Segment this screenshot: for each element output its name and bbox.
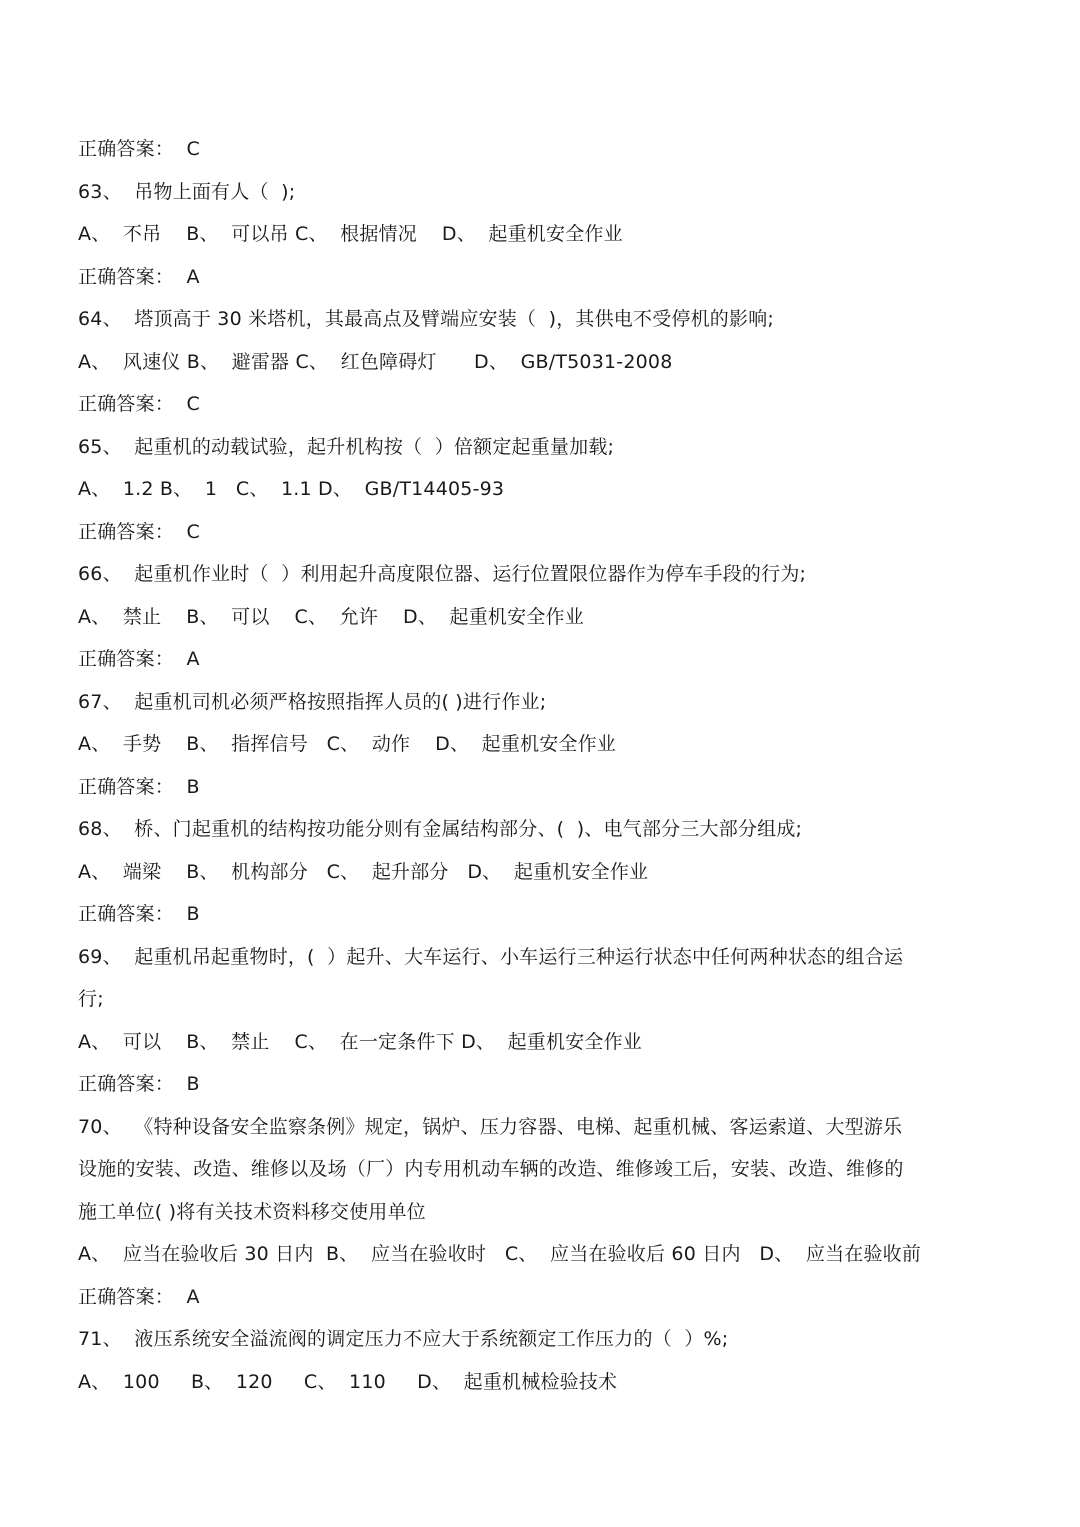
options-70: A、 应当在验收后 30 日内 B、 应当在验收时 C、 应当在验收后 60 日内 D、 应当在验收前 [78, 1243, 922, 1265]
question-67: 67、 起重机司机必须严格按照指挥人员的( )进行作业; [78, 690, 547, 713]
options-64: A、 风速仪 B、 避雷器 C、 红色障碍灯 D、 GB/T5031-2008 [78, 350, 673, 373]
answer-68: 正确答案： B [78, 903, 200, 925]
question-71: 71、 液压系统安全溢流阀的调定压力不应大于系统额定工作压力的（ ）%; [78, 1328, 729, 1350]
answer-66: 正确答案： A [78, 648, 200, 670]
options-71: A、 100 B、 120 C、 110 D、 起重机械检验技术 [78, 1370, 618, 1393]
question-70-cont2: 施工单位( )将有关技术资料移交使用单位 [78, 1200, 426, 1223]
question-66: 66、 起重机作业时（ ）利用起升高度限位器、运行位置限位器作为停车手段的行为; [78, 563, 807, 585]
document-page [78, 128, 1008, 1403]
question-70: 70、 《特种设备安全监察条例》规定，锅炉、压力容器、电梯、起重机械、客运索道、大型游乐 [78, 1115, 903, 1138]
question-65: 65、 起重机的动载试验，起升机构按（ ）倍额定起重量加载; [78, 435, 615, 458]
options-68: A、 端梁 B、 机构部分 C、 起升部分 D、 起重机安全作业 [78, 860, 649, 883]
options-65: A、 1.2 B、 1 C、 1.1 D、 GB/T14405-93 [78, 478, 505, 500]
options-66: A、 禁止 B、 可以 C、 允许 D、 起重机安全作业 [78, 605, 584, 628]
answer-63: 正确答案： A [78, 265, 200, 288]
options-69: A、 可以 B、 禁止 C、 在一定条件下 D、 起重机安全作业 [78, 1030, 643, 1053]
options-67: A、 手势 B、 指挥信号 C、 动作 D、 起重机安全作业 [78, 733, 617, 755]
options-63: A、 不吊 B、 可以吊 C、 根据情况 D、 起重机安全作业 [78, 223, 623, 245]
question-63: 63、 吊物上面有人（ ); [78, 180, 296, 203]
question-69-cont: 行; [78, 988, 104, 1010]
answer-69: 正确答案： B [78, 1073, 200, 1095]
question-64: 64、 塔顶高于 30 米塔机，其最高点及臂端应安装（ )，其供电不受停机的影响; [78, 308, 775, 330]
answer-67: 正确答案： B [78, 775, 200, 798]
question-68: 68、 桥、门起重机的结构按功能分则有金属结构部分、( )、电气部分三大部分组成; [78, 818, 803, 840]
answer-70: 正确答案： A [78, 1285, 200, 1308]
answer-line: 正确答案： C [78, 138, 200, 160]
question-69: 69、 起重机吊起重物时，( ）起升、大车运行、小车运行三种运行状态中任何两种状态的组合运 [78, 945, 904, 968]
question-70-cont1: 设施的安装、改造、维修以及场（厂）内专用机动车辆的改造、维修竣工后，安装、改造、维修的 [78, 1158, 904, 1180]
answer-64: 正确答案： C [78, 393, 200, 415]
answer-65: 正确答案： C [78, 520, 200, 543]
